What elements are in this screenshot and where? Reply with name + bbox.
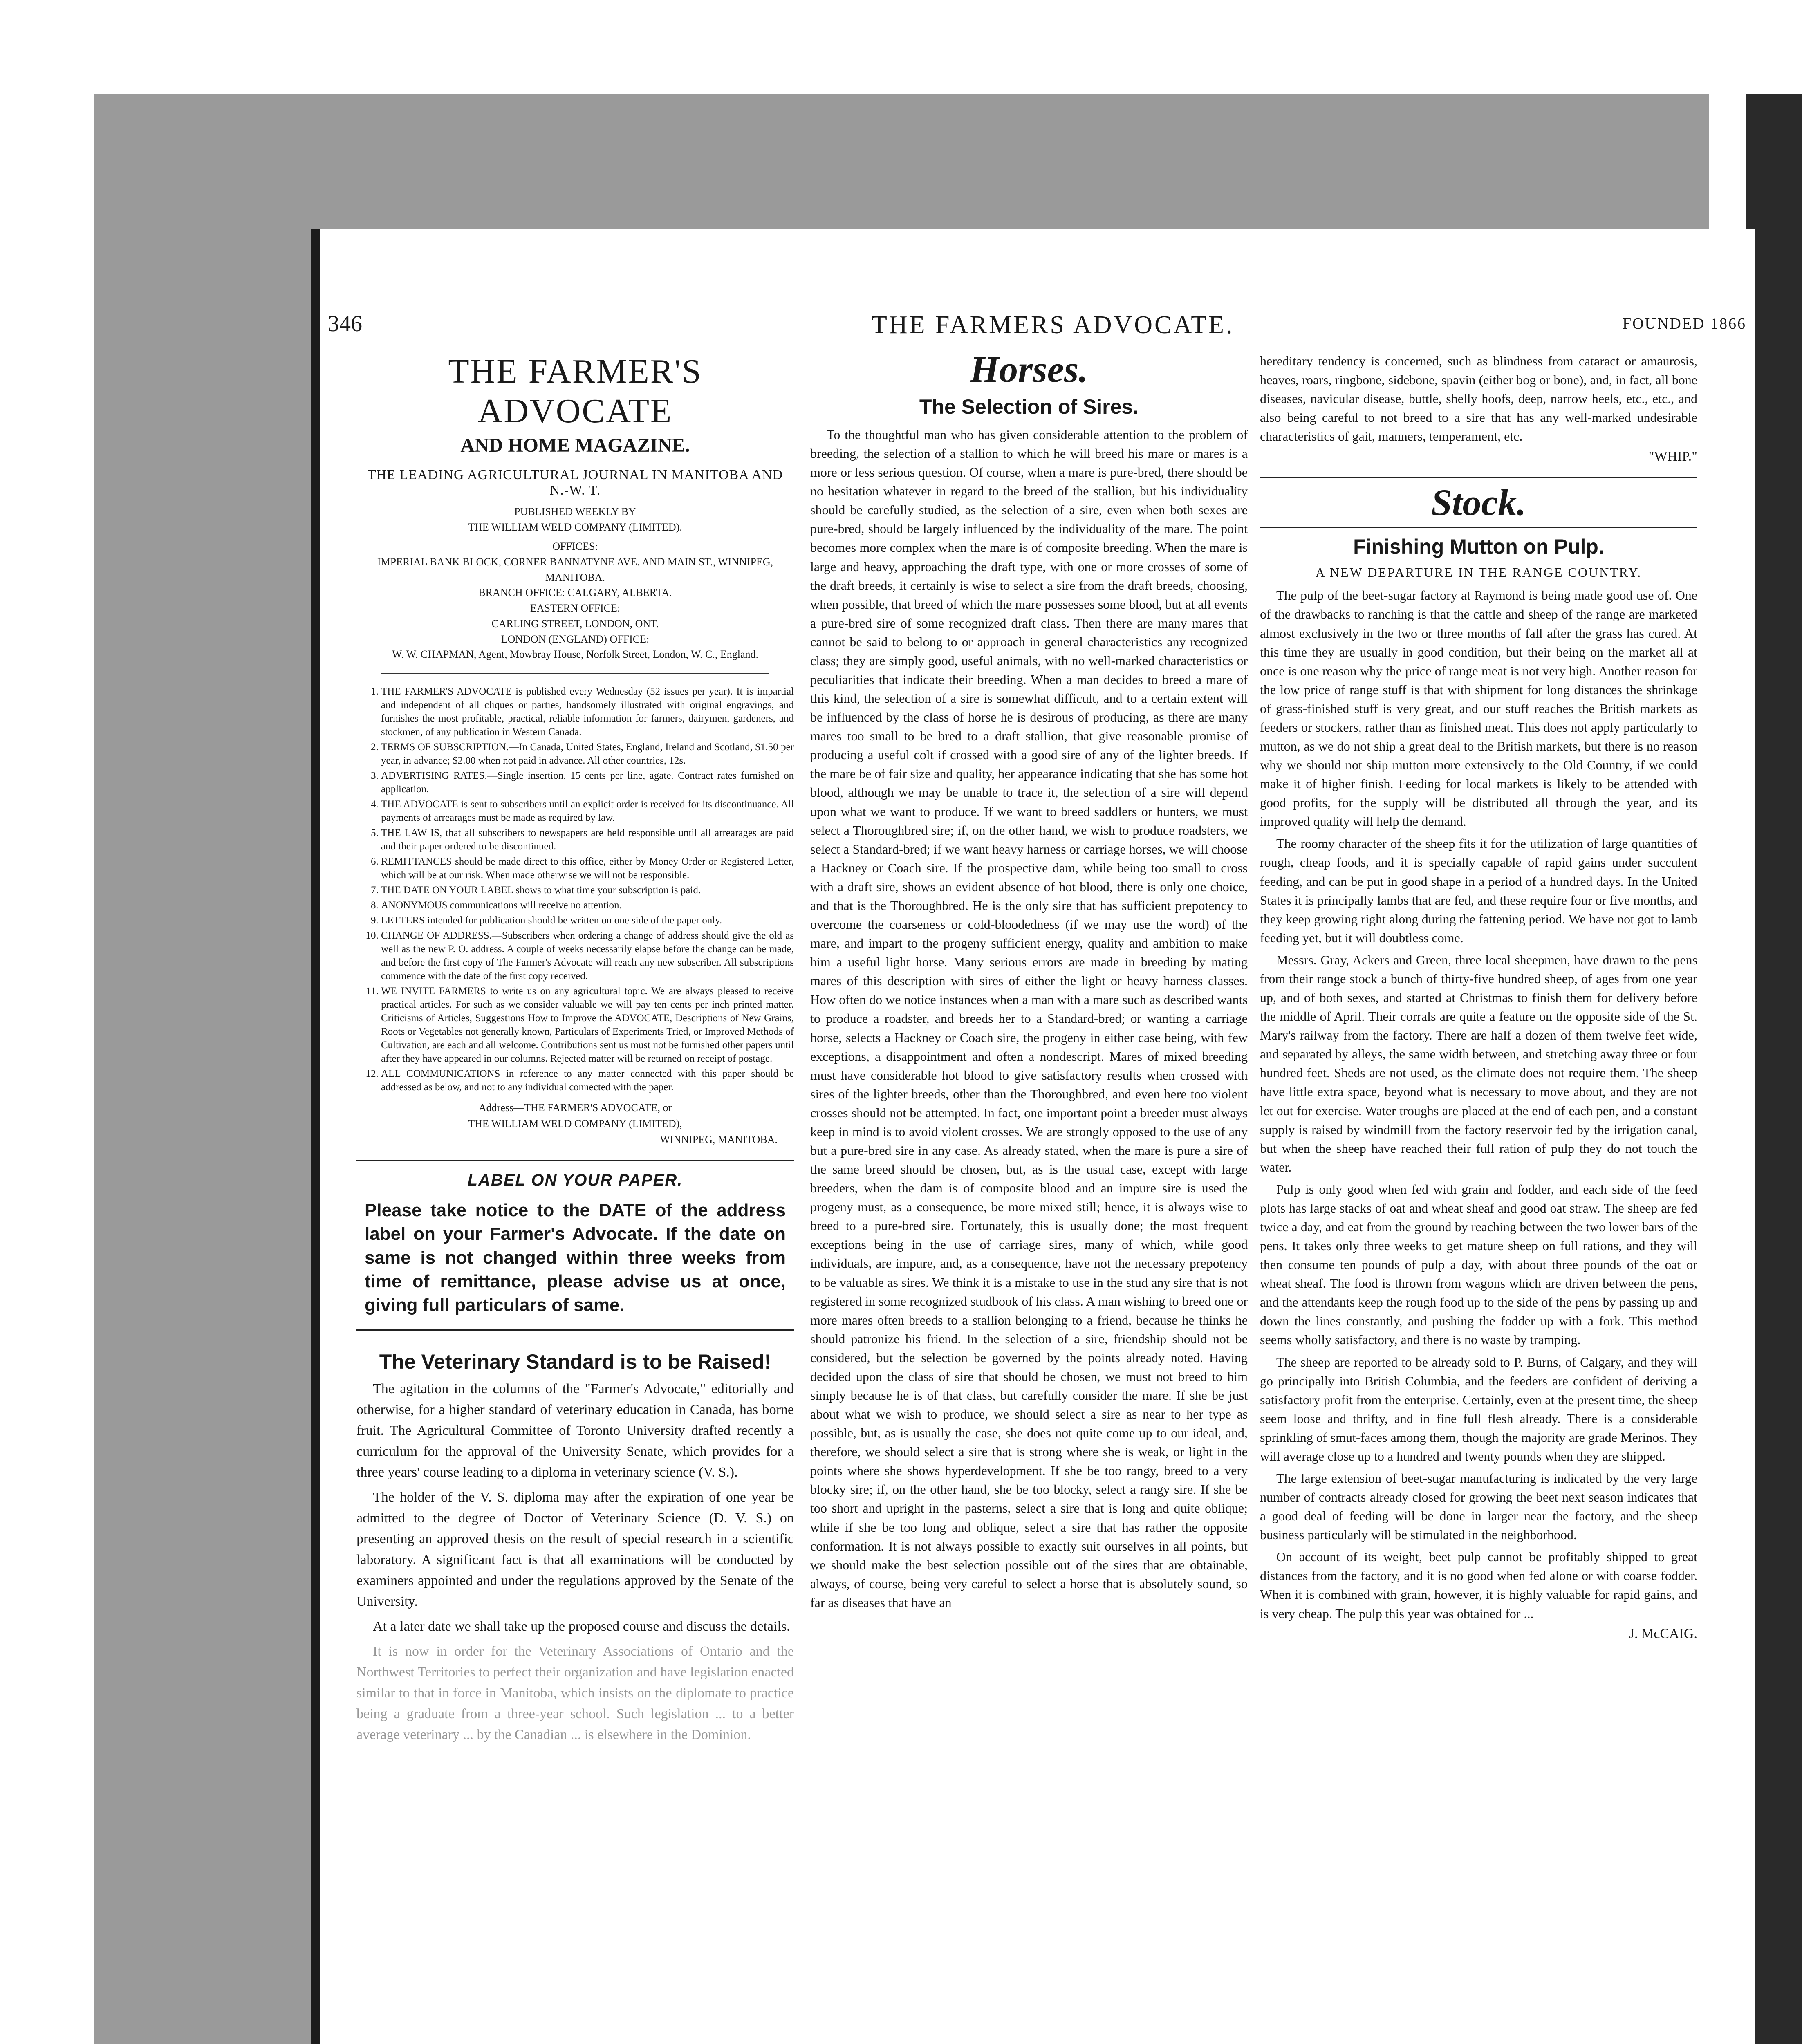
office-main: IMPERIAL BANK BLOCK, CORNER BANNATYNE AVE. AND MAIN ST., WINNIPEG, MANITOBA. — [377, 556, 773, 583]
masthead-tagline: THE LEADING AGRICULTURAL JOURNAL IN MANITOBA AND N.-W. T. — [367, 467, 783, 498]
london-office: W. W. CHAPMAN, Agent, Mowbray House, Norfolk Street, London, W. C., England. — [392, 648, 758, 661]
article-paragraph: The large extension of beet-sugar manufacturing is indicated by the very large number of contracts already closed for growing the beet next season indicates that a good deal of feeding will be done in larger near the factory, and the sheep business particularly will be stimulated in the neighborhood. — [1260, 1470, 1697, 1542]
scan-top-border — [94, 94, 1709, 229]
newspaper-page — [311, 229, 1755, 2044]
article-paragraph: The pulp of the beet-sugar factory at Raymond is being made good use of. One of the drawbacks to ranching is that the cattle and sheep of the range are marketed almost exclusively in the two or three months of fall after the grass has cured. At this time they are usually in good condition, but their being on the market all at once is one reason why the price of range meat is not very high. Another reason for the low price of range stuff is that with shipment for long distances the shrinkage of grass-finished stuff is very great, and our stuff reaches the British markets as feeders or stockers, rather than as finished meat. This does not apply particularly to mutton, as we do not ship a great deal to the British markets, but there is no reason why we should not ship mutton more extensively to the Old Country, if we could make it of higher finish. Feeding for local markets is likely to be attended with good profits, for the supply will be distributed all through the year, and its improved quality will help the demand. — [1260, 588, 1697, 829]
terms-item: 2. TERMS OF SUBSCRIPTION.—In Canada, United States, England, Ireland and Scotland, $1.50 per year, in advance; $2.00 when not paid in advance. All other countries, 12s. — [381, 740, 794, 767]
address-line: WINNIPEG, MANITOBA. — [660, 1133, 778, 1145]
article-paragraph: The roomy character of the sheep fits it for the utilization of large quantities of rough, cheap foods, and it is specially capable of rapid gains under succulent feeding, and can be put in good shape in a period of a hundred days. In the United States it is principally lambs that are fed, and these require four or five months, and they keep growing right along during the fattening period. We have not got to lamb feeding yet, but it will doubtless come. — [1260, 836, 1697, 945]
mutton-subheading: A NEW DEPARTURE IN THE RANGE COUNTRY. — [1315, 565, 1642, 580]
founded-note: FOUNDED 1866 — [1622, 315, 1746, 332]
terms-item: 10. CHANGE OF ADDRESS.—Subscribers when ordering a change of address should give the old as well as the new P. O. address. A couple of weeks necessarily elapse before the change can be made, and before the first copy of The Farmer's Advocate will reach any new subscriber. All subscriptions commence with the date of the first copy received. — [381, 929, 794, 983]
scan-left-border — [94, 94, 311, 2044]
column-middle — [810, 348, 1248, 1615]
terms-item: 5. THE LAW IS, that all subscribers to newspapers are held responsible until all arrearages are paid and their paper ordered to be discontinued. — [381, 826, 794, 853]
offices-label: OFFICES: — [552, 540, 598, 553]
eastern-label: EASTERN OFFICE: — [530, 602, 621, 614]
article-paragraph: It is now in order for the Veterinary Associations of Ontario and the Northwest Territories to perfect their organization and have legislation enacted similar to that in force in Manitoba, which insists on the diplomate to practice being a graduate from a three-year school. Such legislation ... to a better average veterinary ... by the Canadian ... is elsewhere in the Dominion. — [356, 1644, 794, 1743]
page-number: 346 — [328, 311, 362, 336]
stock-department-heading: Stock. — [1431, 482, 1526, 524]
label-notice — [356, 1160, 794, 1331]
veterinary-article — [356, 1378, 794, 1745]
sires-article-continued — [1260, 352, 1697, 446]
terms-item: 1. THE FARMER'S ADVOCATE is published every Wednesday (52 issues per year). It is impartial and independent of all cliques or parties, handsomely illustrated with original engravings, and furnishes the most profitable, practical, reliable information for farmers, dairymen, gardeners, and stockmen, of any publication in Western Canada. — [381, 685, 794, 739]
address-line: Address—THE FARMER'S ADVOCATE, or — [478, 1101, 672, 1114]
article-paragraph: Pulp is only good when fed with grain and fodder, and each side of the feed plots has large stacks of oat and wheat sheaf and good oat straw. The sheep are fed twice a day, and eat from the ground by reaching between the two lower bars of the pens. It takes only three weeks to get mature sheep on full rations, and they will then consume ten pounds of pulp a day, with about three pounds of the oat or wheat sheaf. The food is thrown from wagons which are driven between the pens, and the attendants keep the rough food up to the side of the pens by passing up and down the lines constantly, and pushing the fodder up with a fork. This method seems wholly satisfactory, and there is no waste by tramping. — [1260, 1181, 1697, 1347]
article-paragraph: The holder of the V. S. diploma may after the expiration of one year be admitted to the degree of Doctor of Veterinary Science (D. V. S.) on presenting an approved thesis on the result of special research in a scientific laboratory. A significant fact is that all examinations will be conducted by examiners appointed and under the regulations approved by the Senate of the University. — [356, 1490, 794, 1609]
label-notice-heading: LABEL ON YOUR PAPER. — [467, 1171, 683, 1189]
terms-item: 7. THE DATE ON YOUR LABEL shows to what time your subscription is paid. — [381, 883, 794, 897]
address-block — [356, 1100, 794, 1148]
publisher-block — [356, 504, 794, 662]
masthead-title: THE FARMER'S ADVOCATE — [448, 352, 702, 430]
terms-list — [356, 685, 794, 1094]
masthead-rule — [381, 673, 769, 674]
branch-office: BRANCH OFFICE: CALGARY, ALBERTA. — [478, 587, 672, 599]
terms-item: 4. THE ADVOCATE is sent to subscribers until an explicit order is received for its discontinuance. All payments of arrearages must be made as required by law. — [381, 798, 794, 825]
column-right — [1260, 352, 1697, 1642]
mutton-signature: J. McCAIG. — [1629, 1626, 1697, 1641]
article-paragraph: The agitation in the columns of the "Farmer's Advocate," editorially and otherwise, for a higher standard of veterinary education in Canada, has borne fruit. The Agricultural Committee of Toronto University drafted recently a curriculum for the approval of the University Senate, which provides for a three years' course leading to a diploma in veterinary science (V. S.). — [356, 1381, 794, 1480]
article-paragraph: At a later date we shall take up the proposed course and discuss the details. — [373, 1619, 790, 1634]
terms-item: 6. REMITTANCES should be made direct to this office, either by Money Order or Registered Letter, which will be at our risk. When made otherwise we will not be responsible. — [381, 855, 794, 882]
mutton-article — [1260, 586, 1697, 1623]
article-paragraph: To the thoughtful man who has given considerable attention to the problem of breeding, the selection of a stallion to which he will breed his mare or mares is a more or less serious question. Of course, when a mare is pure-bred, there should be no hesitation whatever in regard to the breed of the stallion, but his individuality should be carefully studied, as the selection of a sire, even when both sexes are pure-bred, should be largely influenced by the individuality of the mare. The point becomes more complex when the mare is of composite breeding. When the mare is large and heavy, approaching the draft type, with one or more crosses of some of the draft breeds, it certainly is wise to select a sire from the draft breeds, choosing, when possible, that breed of which the mare possesses some blood, but at all events a pure-bred sire of some recognized draft class. Then there are many mares that cannot be said to belong to or approach in general characteristics any recognized class; they are simply good, useful animals, with no well-marked characteristics or peculiarities that indicate their breeding. When a man decides to breed a mare of this kind, the selection of a sire is somewhat difficult, and to a certain extent will be influenced by the class of horse he is desirous of producing, as there are many mares too small to be bred to a draft stallion, that give reasonable promise of producing a useful colt if crossed with a good sire of any of the lighter breeds. If the mare be of fair size and quality, her appearance indicating that she has some hot blood, although we may be unable to trace it, the selection of a sire will depend upon what we want to produce. If we want to breed saddlers or hunters, we must select a Thoroughbred sire; if, on the other hand, we wish to produce roadsters, we select a Standard-bred; if we want heavy harness or carriage horses, we will choose a Hackney or Coach sire. If the prospective dam, while being too small to cross with a draft sire, shows an evident absence of hot blood, there is only one choice, and that is the Thoroughbred. He is the only sire that has sufficient prepotency to overcome the coarseness or cold-bloodedness (if we may use the word) of the mare, and impart to the progeny sufficient energy, quality and ambition to make him a useful light horse. Many serious errors are made in breeding by mating mares of this description with sires of either the light or heavy harness classes. How often do we notice instances when a man with a mare such as described wants to produce a roadster, and breeds her to a Standard-bred; or wanting a carriage horse, selects a Hackney or Coach sire, the progeny in either case being, with few exceptions, a disappointment and often a nondescript. Mares of mixed breeding must have considerable hot blood to give satisfactory results when crossed with sires of the lighter breeds, other than the Thoroughbred, and even here too violent crosses should not be attempted. In fact, one important point a breeder must always keep in mind is to avoid violent crosses. We are strongly opposed to the use of any but a pure-bred sire in any case. As already stated, when the mare is pure a sire of the same breed should be chosen, but, as is the usual case, except with large breeders, when the dam is of composite blood and an impure sire is used the progeny must, as a consequence, be more mixed still; hence, it is always wise to breed to a pure-bred sire. Fortunately, this is usually done; the most frequent exceptions being in the use of carriage sires, many of which, while good individuals, are impure, and, as a consequence, have not the necessary prepotency to be valuable as sires. We think it is a mistake to use in the stud any sire that is not registered in some recognized studbook of his class. A man wishing to breed one or more mares often breeds to a stallion belonging to a friend, because he thinks he should patronize his friend. In the selection of a sire, friendship should not be considered, but the selection be governed by the points already noted. Having decided upon the class of sire that should be chosen, we must not breed to him simply because he is of that class, but carefully consider the mare. If she be just about what we wish to produce, we should select a sire as near to her type as possible, but, as is usually the case, she does not quite come up to our ideal, and, therefore, we should select a sire that is strong where she is weak, or light in the points where she shows hyperdevelopment. If she be too rangy, breed to a very blocky sire; if, on the other hand, she be too blocky, select a rangy sire. If she be too short and upright in the pasterns, select a sire that is long and quite oblique; while if she be too long and oblique, select a sire that has rather the opposite conformation. It is not always possible to exactly suit ourselves in all points, but we should make the best selection possible out of the sires that are obtainable, always, of course, being very careful to select a horse that is absolutely sound, so far as diseases that have an — [810, 427, 1248, 1610]
article-paragraph: On account of its weight, beet pulp cannot be profitably shipped to great distances from the factory, and it is no good when fed alone or with coarse fodder. When it is combined with grain, however, it is highly valuable for rapid gains, and is very cheap. The pulp this year was obtained for ... — [1260, 1549, 1697, 1621]
sires-article — [810, 425, 1248, 1612]
column-left — [356, 352, 794, 1749]
page-header — [320, 311, 1755, 347]
london-label: LONDON (ENGLAND) OFFICE: — [501, 633, 650, 645]
article-paragraph: The sheep are reported to be already sold to P. Burns, of Calgary, and they will go principally into British Columbia, and the feeders are confident of deriving a satisfactory profit from the enterprise. Certainly, even at the present time, the sheep seem loose and thrifty, and in fine full flesh already. There is a considerable sprinkling of smut-faces among them, though the majority are grade Merinos. They will average close up to a hundred and twenty pounds when they are shipped. — [1260, 1354, 1697, 1464]
terms-item: 11. WE INVITE FARMERS to write us on any agricultural topic. We are always pleased to receive practical articles. For such as we consider valuable we will pay ten cents per inch printed matter. Criticisms of Articles, Suggestions How to Improve the ADVOCATE, Descriptions of New Grains, Roots or Vegetables not generally known, Particulars of Experiments Tried, or Improved Methods of Cultivation, are each and all welcome. Contributions sent us must not be furnished other papers until after they have appeared in our columns. Rejected matter will be returned on receipt of postage. — [381, 984, 794, 1065]
label-notice-text: Please take notice to the DATE of the address label on your Farmer's Advocate. If the date on same is not changed within three weeks from time of remittance, please advise us at once, giving full particulars of same. — [365, 1200, 786, 1316]
terms-item: 12. ALL COMMUNICATIONS in reference to any matter connected with this paper should be addressed as below, and not to any individual connected with the paper. — [381, 1067, 794, 1094]
terms-item: 3. ADVERTISING RATES.—Single insertion, 15 cents per line, agate. Contract rates furnished on application. — [381, 769, 794, 796]
stock-department-box — [1260, 477, 1697, 528]
terms-item: 8. ANONYMOUS communications will receive no attention. — [381, 899, 794, 912]
veterinary-heading: The Veterinary Standard is to be Raised! — [379, 1350, 771, 1374]
terms-item: 9. LETTERS intended for publication should be written on one side of the paper only. — [381, 914, 794, 927]
horses-department-heading: Horses. — [970, 348, 1088, 390]
article-paragraph: Messrs. Gray, Ackers and Green, three local sheepmen, have drawn to the pens from their range stock a bunch of thirty-five hundred sheep, of ages from one year up, and of both sexes, and started at Christmas to finish them for delivery before the middle of April. Their corrals are quite a feature on the opposite side of the St. Mary's railway from the factory. There are half a dozen of them twelve feet wide, and separated by alleys, the same width between, and stretching away three or four hundred feet. Sheds are not used, as the climate does not require them. The sheep have little extra space, beyond what is necessary to move about, and they are not let out for exercise. Water troughs are placed at the end of each pen, and a constant supply is raised by windmill from the factory reservoir fed by the irrigation canal, but when the sheep have reached their full ration of pulp they do not touch the water. — [1260, 952, 1697, 1174]
mutton-article-heading: Finishing Mutton on Pulp. — [1353, 535, 1604, 558]
masthead-subtitle: AND HOME MAGAZINE. — [460, 435, 690, 456]
eastern-office: CARLING STREET, LONDON, ONT. — [491, 617, 659, 630]
sires-article-heading: The Selection of Sires. — [919, 395, 1139, 418]
sires-signature: "WHIP." — [1648, 449, 1697, 464]
article-paragraph: hereditary tendency is concerned, such as blindness from cataract or amaurosis, heaves, roars, ringbone, sidebone, spavin (either bog or bone), and, in fact, all bone diseases, navicular disease, buttle, shelly hoofs, deep, narrow heels, etc., etc., and also being careful to not breed to a sire that has any well-marked undesirable characteristics of gait, manners, temperament, etc. — [1260, 354, 1697, 444]
published-by: PUBLISHED WEEKLY BY — [514, 506, 636, 518]
newspaper-title: THE FARMERS ADVOCATE. — [872, 311, 1235, 339]
address-line: THE WILLIAM WELD COMPANY (LIMITED), — [468, 1117, 682, 1130]
publisher-name: THE WILLIAM WELD COMPANY (LIMITED). — [468, 521, 682, 533]
